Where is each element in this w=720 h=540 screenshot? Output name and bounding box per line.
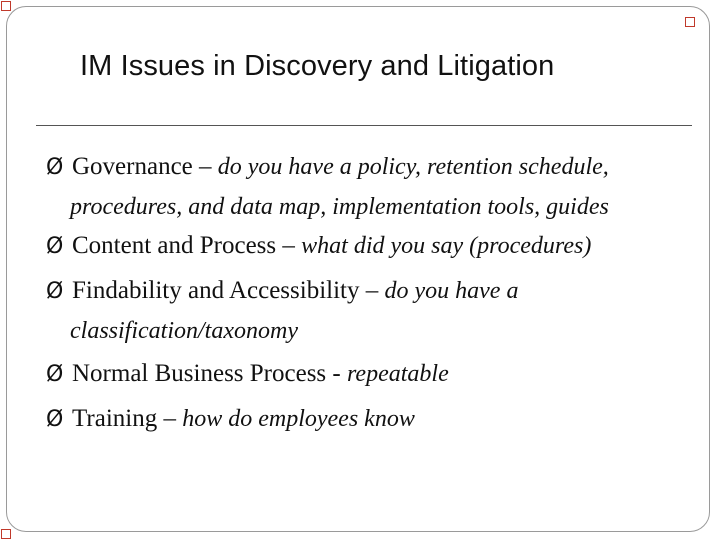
title-divider: [36, 125, 692, 126]
bullet-detail: repeatable: [346, 361, 449, 387]
bullet-item-findability: [46, 272, 696, 351]
bullet-heading: Training –: [72, 405, 183, 432]
arrow-bullet-icon: Ø: [46, 407, 64, 432]
slide-title: IM Issues in Discovery and Litigation: [80, 50, 555, 82]
bullet-continuation: procedures, and data map, implementation tools, guides: [70, 194, 609, 220]
bullet-heading: Normal Business Process -: [72, 360, 347, 387]
bullet-detail: do you have a: [384, 278, 519, 304]
bullet-detail: what did you say (procedures): [301, 233, 592, 259]
bullet-heading: Governance –: [72, 153, 218, 180]
arrow-bullet-icon: Ø: [46, 234, 64, 259]
arrow-bullet-icon: Ø: [46, 279, 64, 304]
bullet-detail: how do employees know: [182, 406, 415, 432]
arrow-bullet-icon: Ø: [46, 362, 64, 387]
bullet-item-content-process: [46, 227, 696, 266]
bullet-item-normal-business: [46, 355, 696, 394]
bullet-detail: do you have a policy, retention schedule,: [217, 154, 609, 180]
corner-marker-bottom-left: [1, 529, 11, 539]
bullet-continuation: classification/taxonomy: [70, 318, 298, 344]
bullet-heading: Content and Process –: [72, 232, 302, 259]
bullet-heading: Findability and Accessibility –: [72, 277, 385, 304]
bullet-item-training: [46, 400, 696, 439]
corner-marker-top-left: [1, 1, 11, 11]
bullet-item-governance: [46, 148, 696, 227]
corner-marker-top-right: [685, 17, 695, 27]
arrow-bullet-icon: Ø: [46, 155, 64, 180]
bullet-list: [46, 148, 696, 439]
